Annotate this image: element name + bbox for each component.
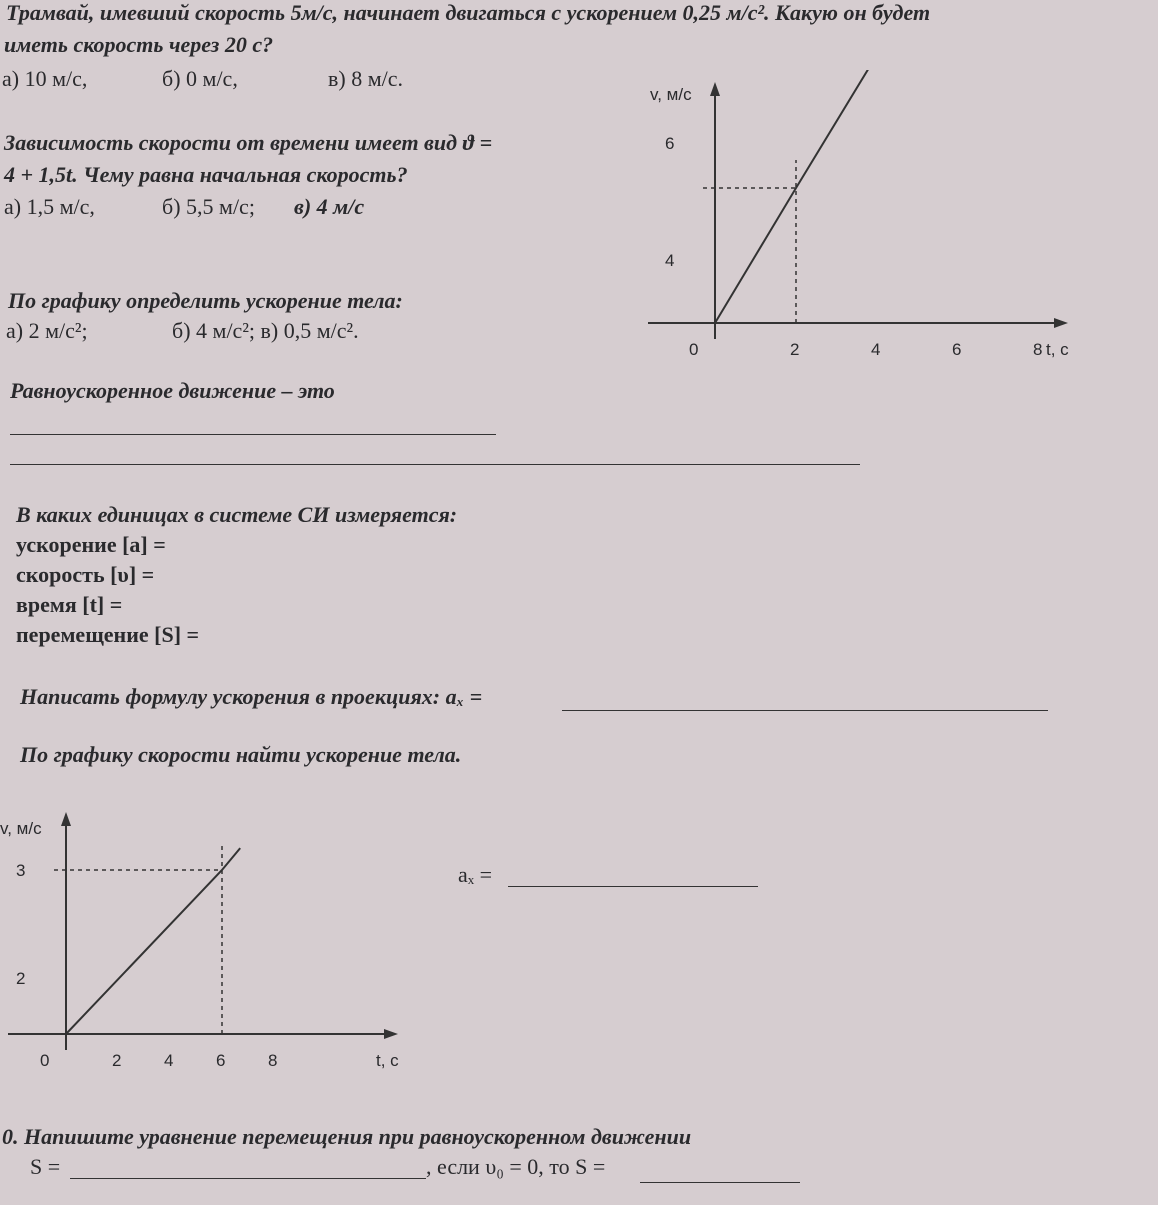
x-tick-label: 6 (216, 1051, 226, 1070)
x-tick-label: 8 (268, 1051, 278, 1070)
q3-option-a: а) 2 м/с²; (6, 318, 88, 343)
q5-item-velocity: скорость [υ] = (16, 562, 155, 587)
x-tick-label: 4 (871, 340, 881, 359)
q7-answer-line[interactable] (508, 886, 758, 887)
x-tick-label: 2 (790, 340, 800, 359)
q7-answer-label: aₓ = (458, 862, 493, 887)
x-axis-label: t, c (376, 1051, 399, 1070)
q5-text: В каких единицах в системе СИ измеряется: (16, 502, 458, 527)
y-axis-label: v, м/с (0, 819, 42, 838)
y-axis-arrow (61, 812, 71, 826)
x-tick-label: 4 (164, 1051, 174, 1070)
velocity-line (66, 848, 240, 1034)
q3-option-bc: б) 4 м/с²; в) 0,5 м/с². (172, 318, 359, 343)
q7-text: По графику скорости найти ускорение тела. (20, 742, 462, 767)
q5-item-time: время [t] = (16, 592, 123, 617)
q5-item-acceleration: ускорение [a] = (16, 532, 166, 557)
q8-middle-text: , если υ₀ = 0, то S = (426, 1154, 606, 1179)
q1-text-line1: Трамвай, имевший скорость 5м/с, начинает двигаться с ускорением 0,25 м/с². Какую он будет (6, 0, 931, 25)
x-tick-label: 2 (112, 1051, 122, 1070)
q8-s-label: S = (30, 1154, 61, 1179)
q1-option-a: а) 10 м/с, (2, 66, 88, 91)
y-tick-label: 4 (665, 251, 675, 270)
y-tick-label: 2 (16, 969, 26, 988)
velocity-graph-2 (0, 800, 420, 1090)
q8-answer-line-1[interactable] (70, 1178, 426, 1179)
x-axis-arrow (384, 1029, 398, 1039)
velocity-line (715, 70, 905, 323)
q6-answer-line[interactable] (562, 710, 1048, 711)
q2-option-c: в) 4 м/с (294, 194, 365, 219)
q1-text-line2: иметь скорость через 20 с? (4, 32, 274, 57)
x-tick-label: 0 (689, 340, 699, 359)
x-tick-label: 0 (40, 1051, 50, 1070)
q4-answer-line-2[interactable] (10, 464, 860, 465)
q2-text-line1: Зависимость скорости от времени имеет вид ϑ = (4, 130, 493, 155)
x-tick-label: 6 (952, 340, 962, 359)
q2-option-a: а) 1,5 м/с, (4, 194, 95, 219)
q2-option-b: б) 5,5 м/с; (162, 194, 255, 219)
x-axis-label: t, c (1046, 340, 1069, 359)
x-tick-label: 8 (1033, 340, 1043, 359)
q1-option-c: в) 8 м/с. (328, 66, 404, 91)
y-tick-label: 3 (16, 861, 26, 880)
q8-answer-line-2[interactable] (640, 1182, 800, 1183)
y-axis-label: v, м/с (650, 85, 692, 104)
q2-text-line2: 4 + 1,5t. Чему равна начальная скорость? (4, 162, 408, 187)
x-axis-arrow (1054, 318, 1068, 328)
y-axis-arrow (710, 82, 720, 96)
q4-answer-line-1[interactable] (10, 434, 496, 435)
q6-text: Написать формулу ускорения в проекциях: aₓ = (20, 684, 483, 709)
q8-text: 0. Напишите уравнение перемещения при равноускоренном движении (2, 1124, 692, 1149)
q4-text: Равноускоренное движение – это (10, 378, 335, 403)
velocity-graph-1 (640, 70, 1080, 370)
y-tick-label: 6 (665, 134, 675, 153)
q5-item-displacement: перемещение [S] = (16, 622, 200, 647)
q1-option-b: б) 0 м/с, (162, 66, 238, 91)
q3-text: По графику определить ускорение тела: (8, 288, 403, 313)
